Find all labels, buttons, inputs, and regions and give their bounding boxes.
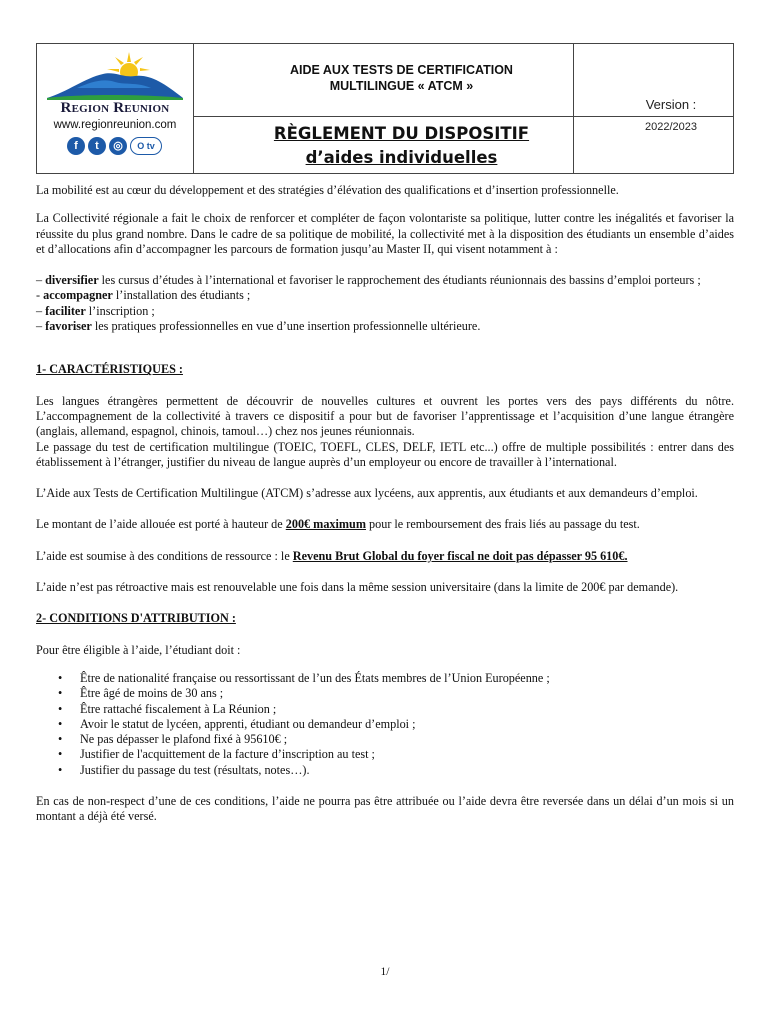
version-value: 2022/2023 — [645, 121, 697, 133]
document-title-line1: RÈGLEMENT DU DISPOSITIF — [273, 124, 530, 143]
goal-item: – diversifier les cursus d’études à l’international et favoriser le rapprochement des étudiants réunionnais des bassins d’emploi porteurs ; — [36, 273, 701, 288]
list-item: • Justifier de l'acquittement de la facture d’inscription au test ; — [58, 747, 734, 762]
region-logo-icon — [37, 44, 193, 102]
instagram-icon[interactable]: ◎ — [109, 137, 127, 155]
page-number: 1/ — [380, 966, 390, 978]
version-label: Version : — [645, 97, 697, 112]
list-item: • Justifier du passage du test (résultats, notes…). — [58, 763, 734, 778]
program-title-line2: MULTILINGUE « ATCM » — [329, 79, 474, 93]
intro-paragraph: La Collectivité régionale a fait le choix de renforcer et compléter de façon volontariste sa politique, lutter contre les inégalités et favoriser la réussite du plus grand nombre. Dans le cadre de sa politique de mobilité, la collectivité met à la disposition des étudiants un ensemble d’aides et d’allocations afin d’accompagner les parcours de formation jusqu’au Master II, qui visent notamment à : — [36, 211, 734, 256]
goal-item: - accompagner l’installation des étudiants ; — [36, 288, 251, 303]
twitter-icon[interactable]: t — [88, 137, 106, 155]
facebook-icon[interactable]: f — [67, 137, 85, 155]
region-name: Region Reunion — [60, 100, 170, 116]
list-item: • Être de nationalité française ou ressortissant de l’un des États membres de l’Union Européenne ; — [58, 671, 734, 686]
closing-paragraph: En cas de non-respect d’une de ces conditions, l’aide ne pourra pas être attribuée ou l’aide devra être reversée dans un délai d’un mois si un montant a déjà été versé. — [36, 794, 734, 824]
goal-item: – favoriser les pratiques professionnelles en vue d’une insertion professionnelle ultérieure. — [36, 319, 481, 334]
program-title — [194, 62, 609, 94]
aid-amount-paragraph: Le montant de l’aide allouée est porté à hauteur de 200€ maximum pour le remboursement des frais liés au passage du test. — [36, 517, 640, 532]
section-heading-conditions: 2- CONDITIONS D'ATTRIBUTION : — [36, 611, 236, 626]
section1-paragraph: L’aide n’est pas rétroactive mais est renouvelable une fois dans la même session universitaire (dans la limite de 200€ par demande). — [36, 580, 679, 595]
goals-list — [36, 273, 734, 334]
list-item: • Ne pas dépasser le plafond fixé à 95610€ ; — [58, 732, 734, 747]
goal-item: – faciliter l’inscription ; — [36, 303, 155, 318]
document-title — [194, 122, 609, 170]
region-logo — [37, 44, 193, 173]
document-body — [36, 183, 734, 825]
income-limit-highlight: Revenu Brut Global du foyer fiscal ne doit pas dépasser 95 610€. — [292, 548, 628, 563]
header-table — [36, 43, 734, 174]
o-tv-icon[interactable]: O tv — [130, 137, 162, 155]
section1-paragraph: L’Aide aux Tests de Certification Multilingue (ATCM) s’adresse aux lycéens, aux apprentis, aux étudiants et aux demandeurs d’emploi. — [36, 486, 698, 501]
aid-amount-highlight: 200€ maximum — [285, 517, 366, 532]
document-title-line2: d’aides individuelles — [305, 148, 498, 167]
intro-paragraph: La mobilité est au cœur du développement et des stratégies d’élévation des qualifications et d’insertion professionnelle. — [36, 183, 619, 197]
list-item: • Avoir le statut de lycéen, apprenti, étudiant ou demandeur d’emploi ; — [58, 717, 734, 732]
section2-intro: Pour être éligible à l’aide, l’étudiant doit : — [36, 642, 241, 657]
section1-paragraph: Les langues étrangères permettent de découvrir de nouvelles cultures et ouvrent les portes vers des pays différents du nôtre. L’accompagnement de la collectivité à travers ce dispositif a pour but de favoriser l’apprentissage et l’acquisition d’une langue étrangère (anglais, allemand, espagnol, chinois, tamoul…) chez nos jeunes réunionnais. — [36, 393, 734, 439]
region-url-link[interactable]: www.regionreunion.com — [53, 119, 177, 131]
social-icons — [67, 137, 167, 159]
list-item: • Être âgé de moins de 30 ans ; — [58, 686, 734, 701]
eligibility-list — [36, 671, 734, 778]
section1-paragraph: Le passage du test de certification multilingue (TOEIC, TOEFL, CLES, DELF, IETL etc...) offre de multiple possibilités : entrer dans des établissement à l’étranger, justifier du niveau de langue auprès d’un employeur ou encore de travailler à l’international. — [36, 439, 734, 469]
program-title-line1: AIDE AUX TESTS DE CERTIFICATION — [290, 63, 513, 77]
list-item: • Être rattaché fiscalement à La Réunion ; — [58, 702, 734, 717]
income-condition-paragraph: L’aide est soumise à des conditions de ressource : le Revenu Brut Global du foyer fiscal ne doit pas dépasser 95 610€. — [36, 548, 628, 563]
section-heading-characteristics: 1- CARACTÉRISTIQUES : — [36, 362, 183, 377]
